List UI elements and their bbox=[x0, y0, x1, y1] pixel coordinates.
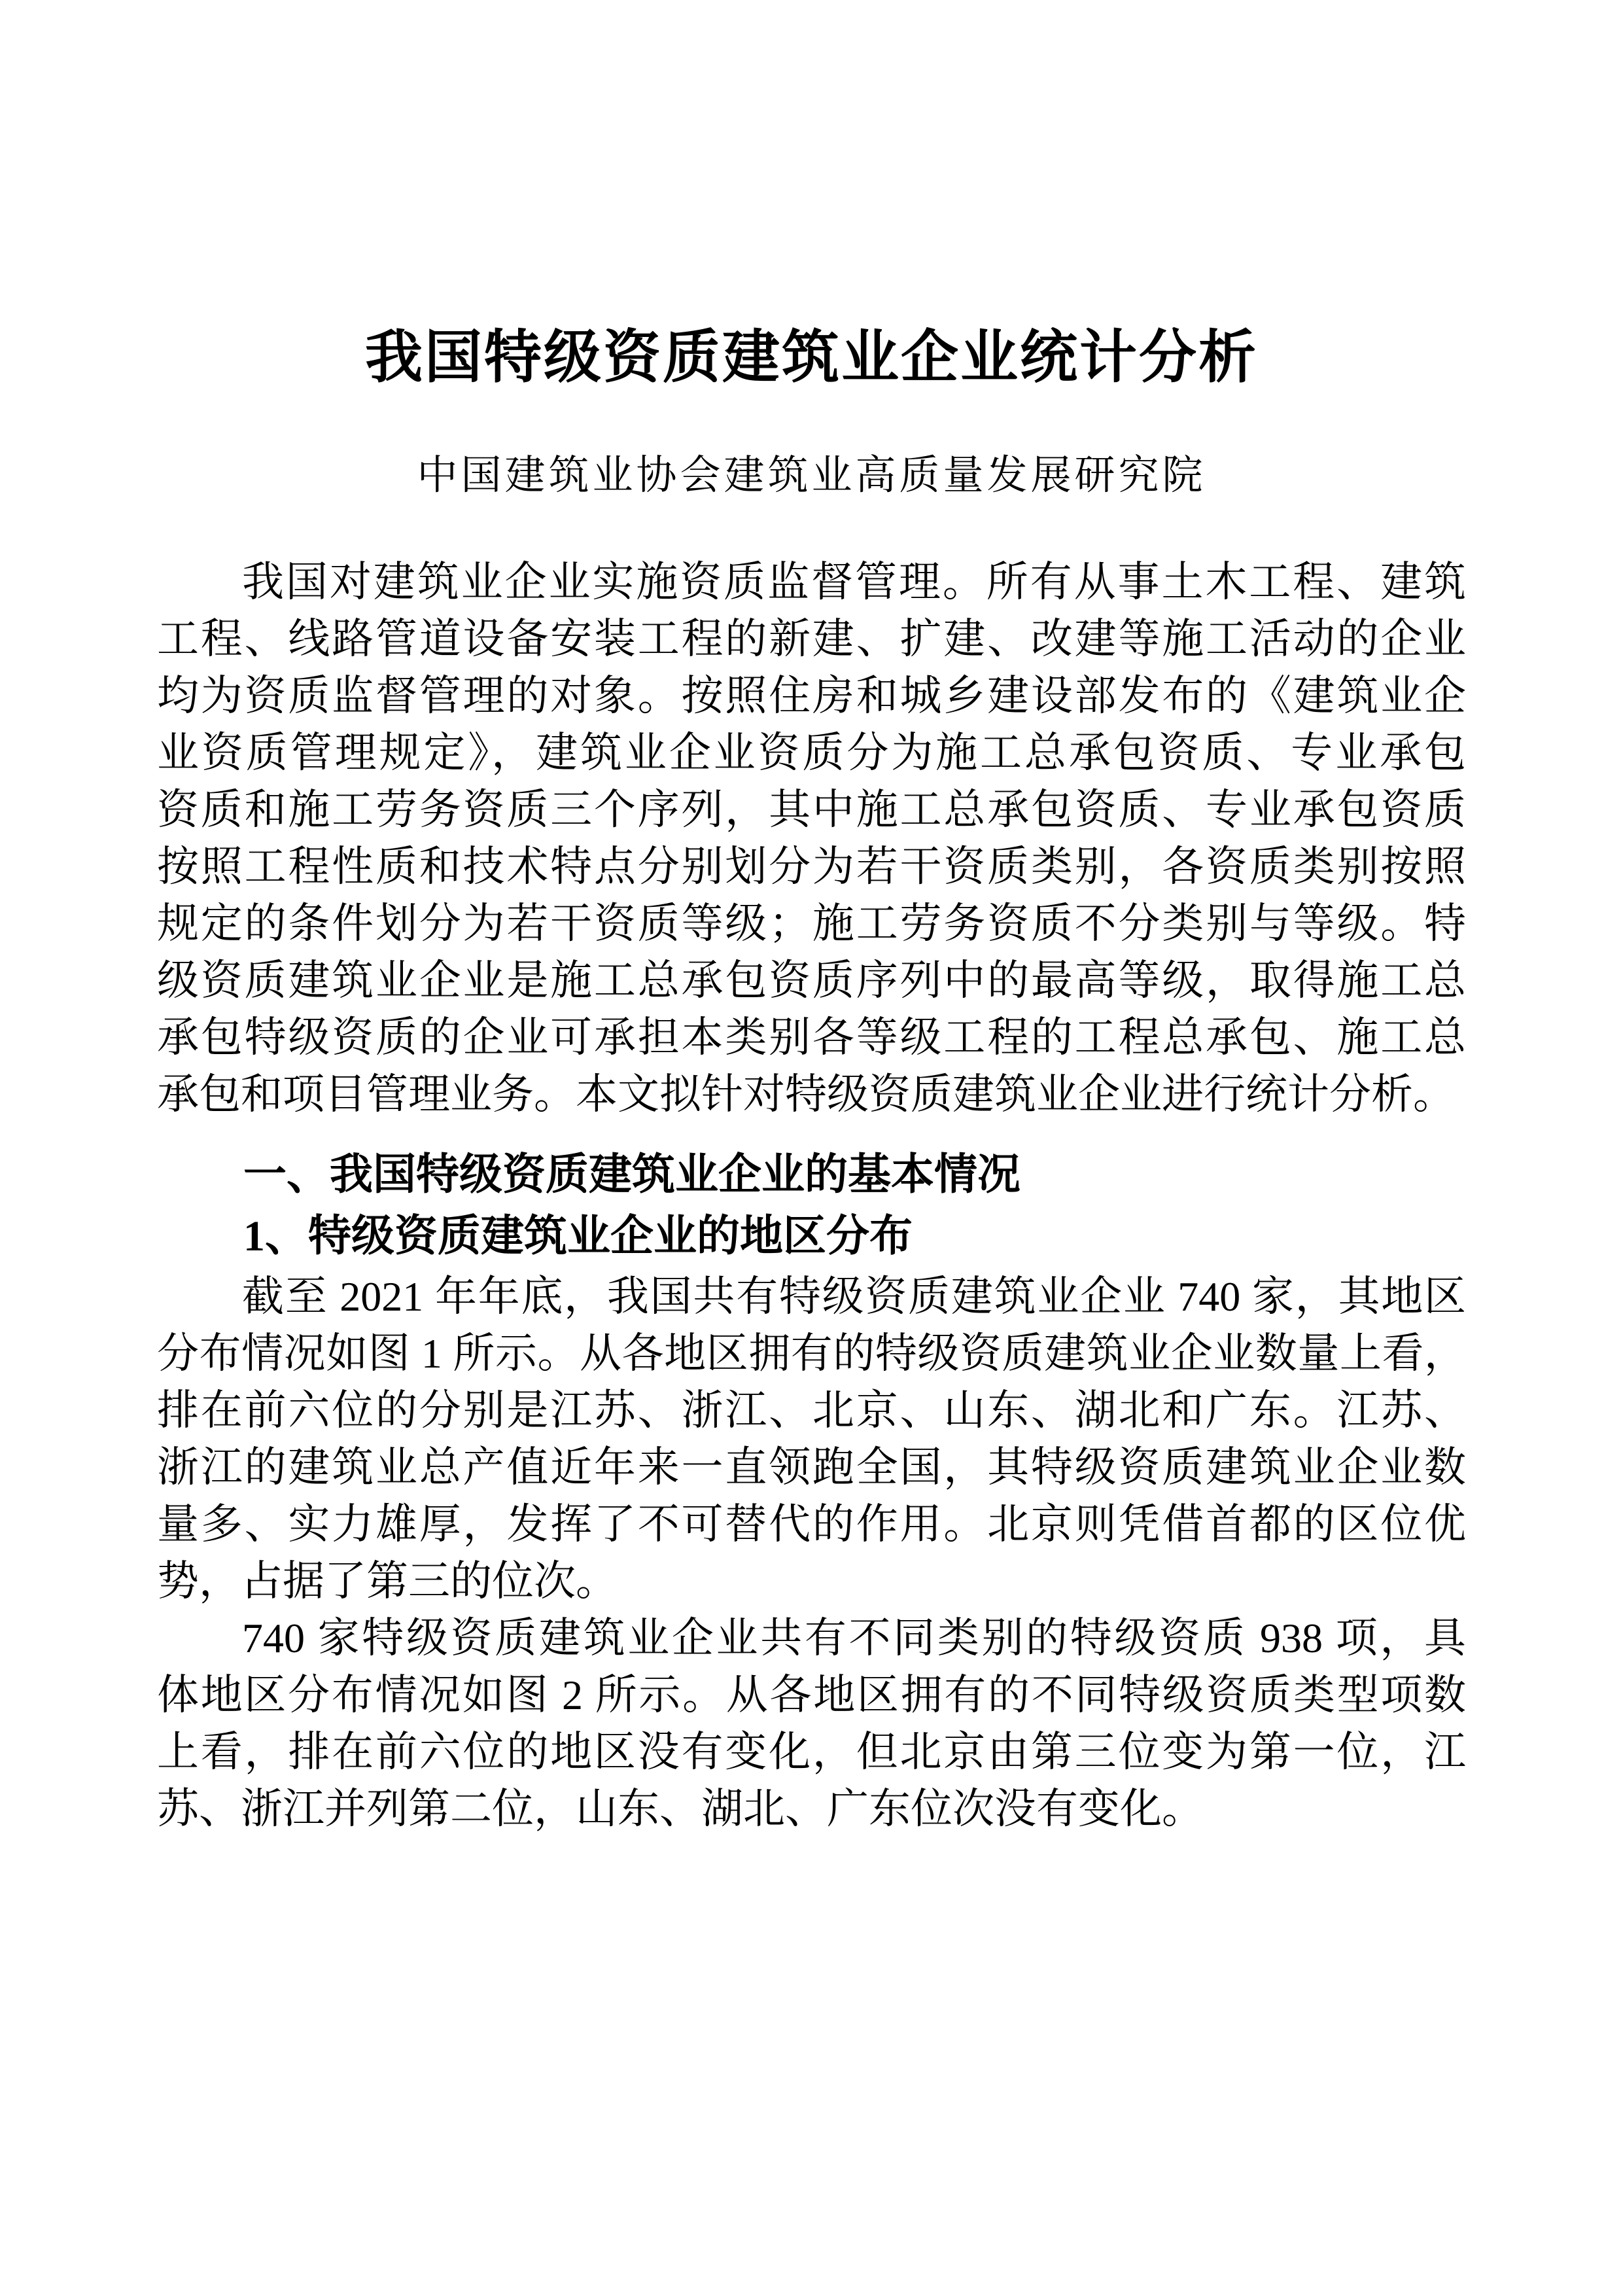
paragraph-line: 业资质管理规定》，建筑业企业资质分为施工总承包资质、专业承包 bbox=[157, 730, 1466, 776]
paragraph-line: 资质和施工劳务资质三个序列，其中施工总承包资质、专业承包资质 bbox=[157, 786, 1466, 833]
paragraph-line: 量多、实力雄厚，发挥了不可替代的作用。北京则凭借首都的区位优 bbox=[157, 1501, 1466, 1547]
region-distribution-paragraph bbox=[157, 1268, 1466, 1610]
page-title: 我国特级资质建筑业企业统计分析 bbox=[364, 327, 1258, 390]
subsection-1-1-heading: 1、特级资质建筑业企业的地区分布 bbox=[243, 1212, 913, 1260]
paragraph-line: 分布情况如图 1 所示。从各地区拥有的特级资质建筑业企业数量上看， bbox=[157, 1330, 1466, 1377]
document-page bbox=[157, 0, 1466, 1837]
page-subtitle: 中国建筑业协会建筑业高质量发展研究院 bbox=[417, 453, 1206, 498]
paragraph-line: 级资质建筑业企业是施工总承包资质序列中的最高等级，取得施工总 bbox=[157, 957, 1466, 1004]
paragraph-line: 工程、线路管道设备安装工程的新建、扩建、改建等施工活动的企业 bbox=[157, 616, 1466, 662]
paragraph-line: 我国对建筑业企业实施资质监督管理。所有从事土木工程、建筑 bbox=[242, 559, 1466, 605]
paragraph-line: 按照工程性质和技术特点分别划分为若干资质类别，各资质类别按照 bbox=[157, 843, 1466, 890]
paragraph-line: 截至 2021 年年底，我国共有特级资质建筑业企业 740 家，其地区 bbox=[242, 1273, 1466, 1320]
qualification-count-paragraph bbox=[157, 1610, 1466, 1837]
paragraph-line: 740 家特级资质建筑业企业共有不同类别的特级资质 938 项，具 bbox=[242, 1615, 1466, 1661]
paragraph-line: 承包特级资质的企业可承担本类别各等级工程的工程总承包、施工总 bbox=[157, 1014, 1466, 1061]
paragraph-line: 承包和项目管理业务。本文拟针对特级资质建筑业企业进行统计分析。 bbox=[157, 1071, 1455, 1118]
intro-paragraph bbox=[157, 554, 1466, 1123]
paragraph-line: 体地区分布情况如图 2 所示。从各地区拥有的不同特级资质类型项数 bbox=[157, 1672, 1466, 1718]
paragraph-line: 均为资质监督管理的对象。按照住房和城乡建设部发布的《建筑业企 bbox=[157, 673, 1466, 719]
paragraph-line: 上看，排在前六位的地区没有变化，但北京由第三位变为第一位，江 bbox=[157, 1729, 1466, 1775]
paragraph-line: 浙江的建筑业总产值近年来一直领跑全国，其特级资质建筑业企业数 bbox=[157, 1444, 1466, 1491]
paragraph-line: 排在前六位的分别是江苏、浙江、北京、山东、湖北和广东。江苏、 bbox=[157, 1387, 1466, 1434]
paragraph-line: 势，占据了第三的位次。 bbox=[157, 1558, 618, 1604]
paragraph-line: 苏、浙江并列第二位，山东、湖北、广东位次没有变化。 bbox=[157, 1786, 1204, 1832]
section-1-heading: 一、我国特级资质建筑业企业的基本情况 bbox=[243, 1150, 1021, 1198]
paragraph-line: 规定的条件划分为若干资质等级；施工劳务资质不分类别与等级。特 bbox=[157, 900, 1466, 947]
